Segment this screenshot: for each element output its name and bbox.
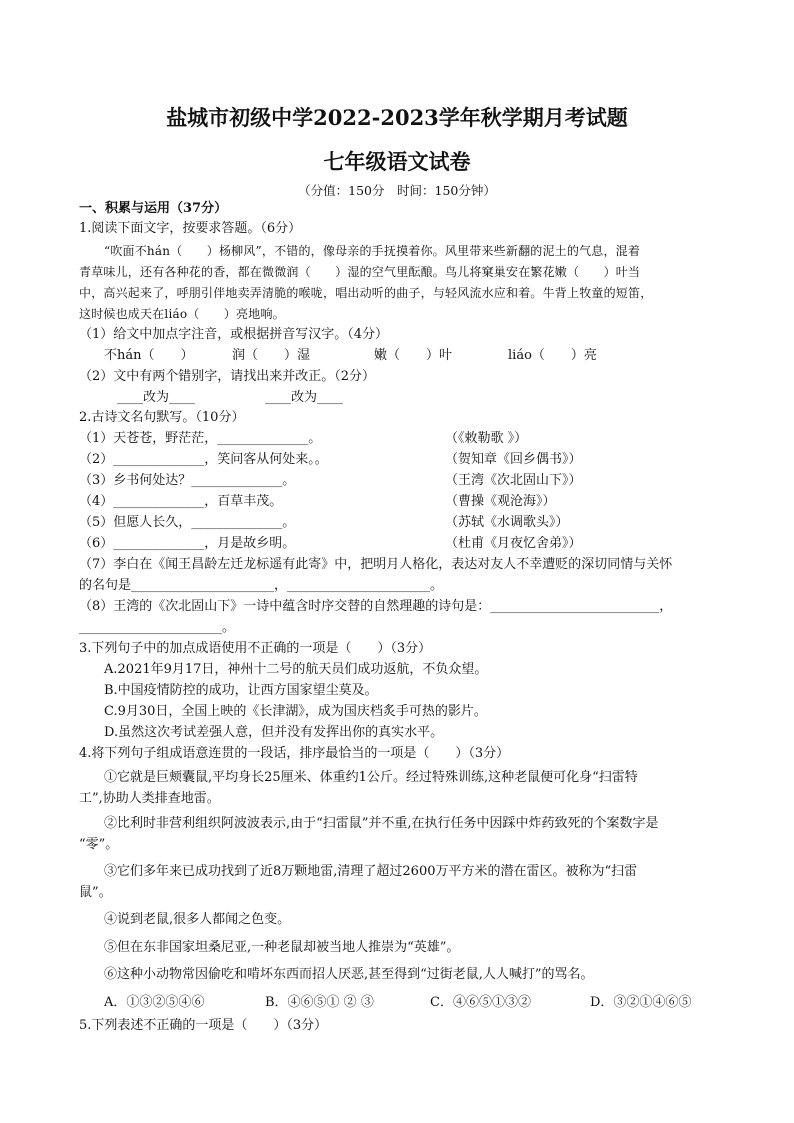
q4-sentence: ③它们多年来已成功找到了近8万颗地雷,清理了超过2600万平方米的潜在雷区。被称为“扫雷 xyxy=(104,864,638,879)
q1-sub1-item: 润（ ）湿 xyxy=(232,348,311,363)
section-heading: 一、积累与运用（37分） xyxy=(79,201,228,216)
q2-line: （6）______________，月是故乡明。 xyxy=(79,536,296,551)
q4-sentence: ⑥这种小动物常因偷吃和啃坏东西而招人厌恶,甚至得到“过街老鼠,人人喊打”的骂名。 xyxy=(104,967,594,982)
exam-info: （分值：150分 时间：150分钟） xyxy=(298,183,496,198)
q4-choice-c: C．④⑥⑤①③② xyxy=(430,995,531,1010)
q2-line-8: （8）王湾的《次北固山下》一诗中蕴含时序交替的自然理趣的诗句是：__________________________， xyxy=(79,599,673,614)
exam-subtitle: 七年级语文试卷 xyxy=(323,149,471,174)
q3-option: B.中国疫情防控的成功，让西方国家望尘莫及。 xyxy=(104,683,378,698)
q4-sentence-cont: 工”,协助人类排查地雷。 xyxy=(79,791,220,806)
q3-stem: 3.下列句子中的加点成语使用不正确的一项是（ ）（3分） xyxy=(79,641,432,656)
q4-sentence: ①它就是巨颊囊鼠,平均身长25厘米、体重约1公斤。经过特殊训练,这种老鼠便可化身“扫雷特 xyxy=(104,770,638,785)
q1-sub1-item: liáo（ ）亮 xyxy=(508,348,597,363)
q3-option: A.2021年9月17日，神州十二号的航天员们成功返航，不负众望。 xyxy=(104,662,488,677)
q4-sentence-cont: “零”。 xyxy=(79,837,119,852)
q4-choice-a: A．①③②⑤④⑥ xyxy=(104,995,205,1010)
q1-passage-line: 青草味儿，还有各种花的香，都在微微润（ ）湿的空气里酝酿。鸟儿将窠巢安在繁花嫩（ ）叶当 xyxy=(79,265,641,279)
q2-line: （2）______________，笑问客从何处来。。 xyxy=(79,452,328,467)
q1-passage-line: 中，高兴起来了，呼朋引伴地卖弄清脆的喉咙，唱出动听的曲子，与轻风流水应和着。牛背上牧童的短笛， xyxy=(79,286,653,300)
q2-source: （曹操《观沧海》） xyxy=(445,494,556,509)
q1-sub1-item: 嫩（ ）叶 xyxy=(374,348,453,363)
q1-sub2: （2）文中有两个错别字，请找出来并改正。（2分） xyxy=(79,369,376,384)
q4-stem: 4.将下列句子组成语意连贯的一段话，排序最恰当的一项是（ ）（3分） xyxy=(79,746,510,761)
q3-option: C.9月30日，全国上映的《长津湖》，成为国庆档炙手可热的影片。 xyxy=(104,704,487,719)
q5-stem: 5.下列表述不正确的一项是（ ）（3分） xyxy=(79,1018,328,1033)
exam-title: 盐城市初级中学2022-2023学年秋学期月考试题 xyxy=(166,105,628,130)
q1-passage-line: 这时候也成天在liáo（ ）亮地响。 xyxy=(79,307,285,321)
q2-stem: 2.古诗文名句默写。（10分） xyxy=(79,410,245,425)
q4-sentence: ④说到老鼠,很多人都闻之色变。 xyxy=(104,912,291,927)
q2-line-8-cont: ______________________。 xyxy=(79,620,236,635)
q1-sub2-item: ____改为____ xyxy=(117,390,196,405)
q4-sentence: ⑤但在东非国家坦桑尼亚,一种老鼠却被当地人推崇为“英雄”。 xyxy=(104,940,460,955)
q3-option: D.虽然这次考试差强人意，但并没有发挥出你的真实水平。 xyxy=(104,725,444,740)
q2-source: （王湾《次北固山下》） xyxy=(445,473,582,488)
q1-passage-line: “吹面不hán（ ）杨柳风”，不错的，像母亲的手抚摸着你。风里带来些新翻的泥土的气息，混着 xyxy=(104,244,641,258)
q4-sentence-cont: 鼠”。 xyxy=(79,885,112,900)
q2-source: （贺知章《回乡偶书》） xyxy=(445,452,582,467)
q4-choice-b: B．④⑥⑤① ② ③ xyxy=(265,995,374,1010)
q2-line-7: （7）李白在《闻王昌龄左迁龙标遥有此寄》中，把明月人格化，表达对友人不幸遭贬的深切同情与关怀 xyxy=(79,557,673,572)
q1-sub1: （1）给文中加点字注音，或根据拼音写汉字。（4分） xyxy=(79,327,389,342)
q2-line: （3）乡书何处达？______________。 xyxy=(79,473,296,488)
q2-source: （杜甫《月夜忆舍弟》） xyxy=(445,536,582,551)
q1-sub2-item: ____改为____ xyxy=(265,390,344,405)
q2-line: （1）天苍苍，野茫茫，______________。 xyxy=(79,431,322,446)
q1-sub1-item: 不hán（ ） xyxy=(104,348,194,363)
q2-line: （5）但愿人长久，______________。 xyxy=(79,515,296,530)
q2-line: （4）______________，百草丰茂。 xyxy=(79,494,283,509)
q4-choice-d: D．③②①④⑥⑤ xyxy=(590,995,692,1010)
q4-sentence: ②比利时非营利组织阿波波表示,由于“扫雷鼠”并不重,在执行任务中因踩中炸药致死的个案数字是 xyxy=(104,816,659,831)
q2-source: （《敕勒歌 》） xyxy=(445,431,528,446)
q1-stem: 1.阅读下面文字，按要求答题。（6分） xyxy=(79,221,302,236)
q2-source: （苏轼《水调歌头》） xyxy=(445,515,569,530)
q2-line-7-cont: 的名句是______________________，______________________。 xyxy=(79,578,444,593)
